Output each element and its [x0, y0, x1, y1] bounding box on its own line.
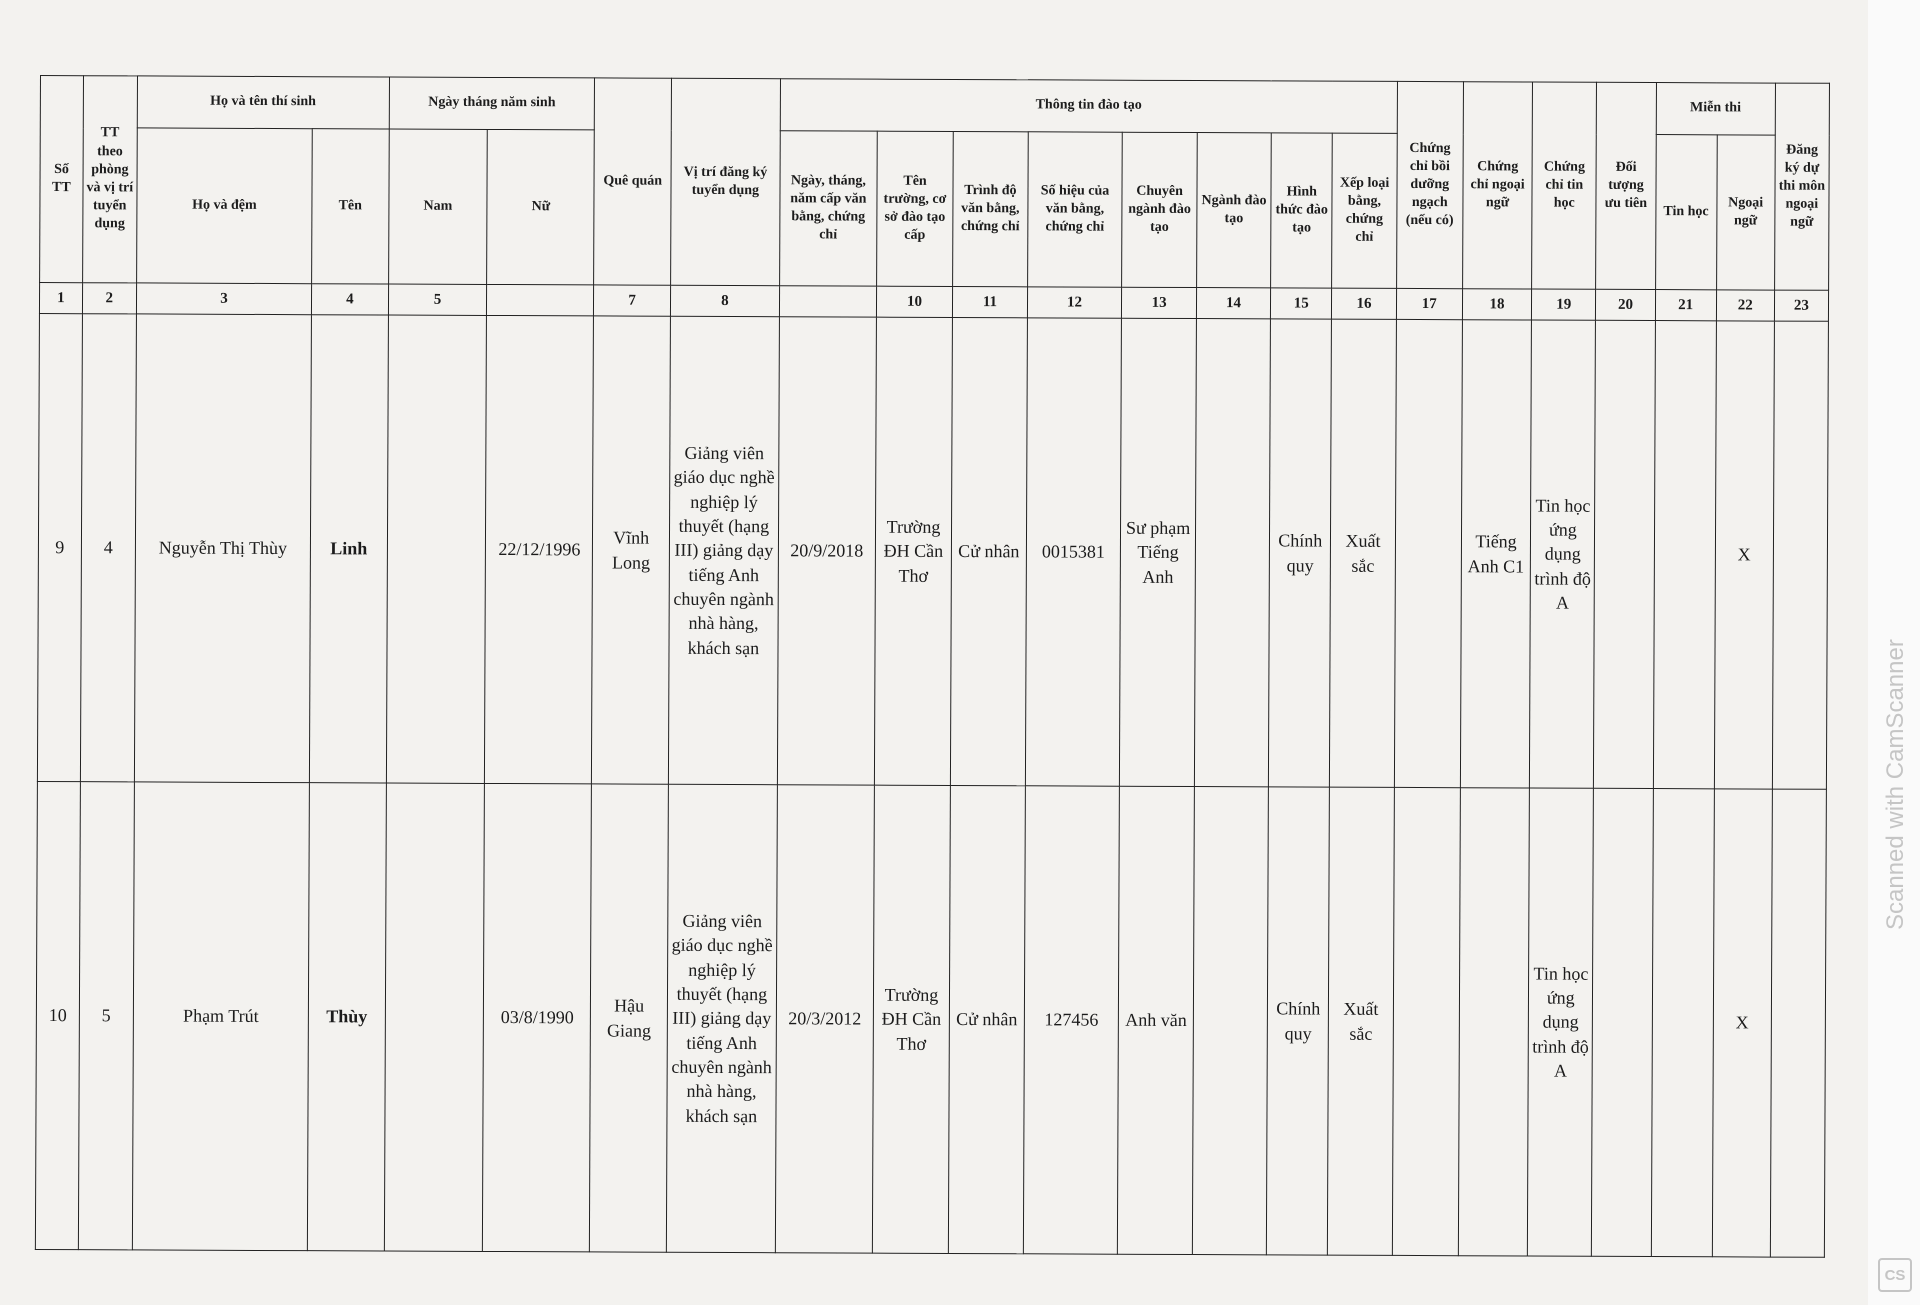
cell-cc-tin-hoc: Tin học ứng dụng trình độ A — [1528, 788, 1594, 1256]
cell-cc-boi-duong — [1394, 319, 1462, 787]
header-so-tt: Số TT — [40, 76, 84, 283]
table-row — [37, 313, 1828, 789]
col-number: 3 — [136, 283, 311, 315]
col-number: 10 — [876, 286, 953, 317]
cell-ngay-cap: 20/3/2012 — [775, 785, 874, 1253]
header-chuyen-nganh: Chuyên ngành đào tạo — [1122, 132, 1197, 287]
header-xep-loai: Xếp loại bằng, chứng chỉ — [1332, 133, 1397, 288]
cell-cc-ngoai-ngu: Tiếng Anh C1 — [1460, 320, 1531, 788]
col-number — [779, 286, 876, 317]
header-ten: Tên — [312, 129, 389, 284]
cell-so-hieu: 0015381 — [1025, 318, 1122, 786]
header-nganh: Ngành đào tạo — [1196, 133, 1271, 288]
cell-cc-boi-duong — [1392, 787, 1460, 1255]
header-so-hieu: Số hiệu của văn bằng, chứng chỉ — [1027, 132, 1122, 287]
cell-doi-tuong — [1594, 320, 1655, 788]
header-nam: Nam — [388, 129, 488, 284]
header-que-quan: Quê quán — [594, 78, 671, 285]
cell-trinh-do: Cử nhân — [949, 785, 1025, 1253]
header-mien-thi: Miễn thi — [1656, 83, 1775, 136]
header-vi-tri: Vị trí đăng ký tuyển dụng — [670, 78, 780, 285]
cell-que-quan: Hậu Giang — [590, 784, 668, 1252]
col-number: 17 — [1396, 288, 1462, 319]
cell-so-hieu: 127456 — [1023, 786, 1120, 1254]
cell-xep-loai: Xuất sắc — [1328, 787, 1394, 1255]
cell-tt-theo: 5 — [78, 782, 134, 1250]
header-trinh-do: Trình độ văn bằng, chứng chỉ — [953, 131, 1028, 286]
cell-ten: Thùy — [307, 783, 385, 1251]
col-number — [487, 284, 594, 315]
cell-mien-tin-hoc — [1653, 321, 1716, 789]
col-number: 15 — [1271, 288, 1332, 319]
cell-ten: Linh — [310, 315, 388, 783]
col-number: 11 — [953, 286, 1028, 317]
cell-vi-tri: Giảng viên giáo dục nghề nghiệp lý thuyết (hạng III) giảng dạy tiếng Anh chuyên ngành nhà hàng, khách sạn — [666, 784, 777, 1252]
header-cc-boi-duong: Chứng chỉ bồi dưỡng ngạch (nếu có) — [1396, 81, 1463, 288]
cell-doi-tuong — [1592, 788, 1653, 1256]
header-ho-ten-group: Họ và tên thí sinh — [137, 76, 389, 129]
header-nu: Nữ — [487, 129, 595, 284]
header-tt-theo: TT theo phòng và vị trí tuyển dụng — [82, 76, 137, 283]
col-number: 21 — [1655, 290, 1716, 321]
header-ngay-sinh-group: Ngày tháng năm sinh — [389, 77, 595, 130]
cell-ngay-cap: 20/9/2018 — [777, 317, 876, 785]
col-number: 19 — [1532, 289, 1596, 320]
header-dang-ky: Đăng ký dự thi môn ngoại ngữ — [1774, 83, 1829, 290]
candidate-table — [35, 75, 1830, 1258]
cell-hinh-thuc: Chính quy — [1269, 319, 1332, 787]
cell-trinh-do: Cử nhân — [951, 317, 1027, 785]
col-number: 16 — [1332, 288, 1396, 319]
table-row — [35, 781, 1826, 1257]
col-number: 12 — [1027, 287, 1122, 318]
cell-ho-dem: Phạm Trút — [132, 782, 309, 1251]
cell-ten-truong: Trường ĐH Cần Thơ — [874, 317, 952, 785]
col-number: 22 — [1716, 290, 1774, 321]
camscanner-badge: CS — [1878, 1258, 1912, 1292]
cell-mien-ngoai-ngu: X — [1712, 789, 1772, 1257]
header-hinh-thuc: Hình thức đào tạo — [1271, 133, 1333, 288]
cell-ho-dem: Nguyễn Thị Thùy — [134, 314, 311, 783]
cell-dang-ky — [1772, 321, 1828, 789]
cell-vi-tri: Giảng viên giáo dục nghề nghiệp lý thuyết (hạng III) giảng dạy tiếng Anh chuyên ngành nhà hàng, khách sạn — [668, 316, 779, 784]
cell-nganh — [1194, 319, 1270, 787]
col-number: 7 — [594, 285, 671, 316]
cell-so-tt: 9 — [37, 313, 82, 781]
cell-hinh-thuc: Chính quy — [1267, 787, 1330, 1255]
header-ho-dem: Họ và đệm — [136, 128, 312, 284]
cell-nu: 22/12/1996 — [485, 315, 594, 783]
header-thong-tin-dao-tao: Thông tin đào tạo — [780, 79, 1397, 134]
col-number: 4 — [312, 284, 389, 315]
col-number: 20 — [1596, 289, 1655, 320]
cell-so-tt: 10 — [35, 781, 80, 1249]
header-ngoai-ngu: Ngoại ngữ — [1716, 135, 1775, 290]
cell-nam — [384, 783, 485, 1251]
cell-chuyen-nganh: Sư phạm Tiếng Anh — [1120, 318, 1196, 786]
cell-ten-truong: Trường ĐH Cần Thơ — [872, 785, 950, 1253]
col-number: 5 — [388, 284, 487, 315]
col-number: 1 — [39, 283, 82, 314]
header-ngay-cap: Ngày, tháng, năm cấp văn bằng, chứng chỉ — [780, 131, 878, 286]
header-ten-truong: Tên trường, cơ sở đào tạo cấp — [876, 131, 953, 286]
cell-xep-loai: Xuất sắc — [1330, 319, 1396, 787]
cell-nu: 03/8/1990 — [483, 783, 592, 1251]
header-doi-tuong: Đối tượng ưu tiên — [1596, 82, 1656, 289]
cell-nganh — [1192, 787, 1268, 1255]
col-number: 13 — [1122, 287, 1197, 318]
cell-mien-ngoai-ngu: X — [1714, 321, 1774, 789]
cell-nam — [386, 315, 487, 783]
camscanner-watermark: Scanned with CamScanner — [1882, 639, 1909, 930]
cell-dang-ky — [1770, 789, 1826, 1257]
col-number: 2 — [82, 283, 136, 314]
header-tin-hoc: Tin học — [1655, 135, 1717, 290]
header-cc-tin-hoc: Chứng chỉ tin học — [1532, 82, 1597, 289]
cell-cc-ngoai-ngu — [1458, 788, 1529, 1256]
col-number: 14 — [1196, 288, 1271, 319]
col-number: 23 — [1774, 290, 1828, 321]
col-number: 18 — [1462, 289, 1531, 320]
cell-mien-tin-hoc — [1651, 789, 1714, 1257]
cell-cc-tin-hoc: Tin học ứng dụng trình độ A — [1530, 320, 1596, 788]
cell-que-quan: Vĩnh Long — [592, 316, 670, 784]
cell-tt-theo: 4 — [80, 314, 136, 782]
col-number: 8 — [670, 285, 779, 316]
cell-chuyen-nganh: Anh văn — [1118, 786, 1194, 1254]
header-cc-ngoai-ngu: Chứng chỉ ngoại ngữ — [1462, 82, 1532, 289]
